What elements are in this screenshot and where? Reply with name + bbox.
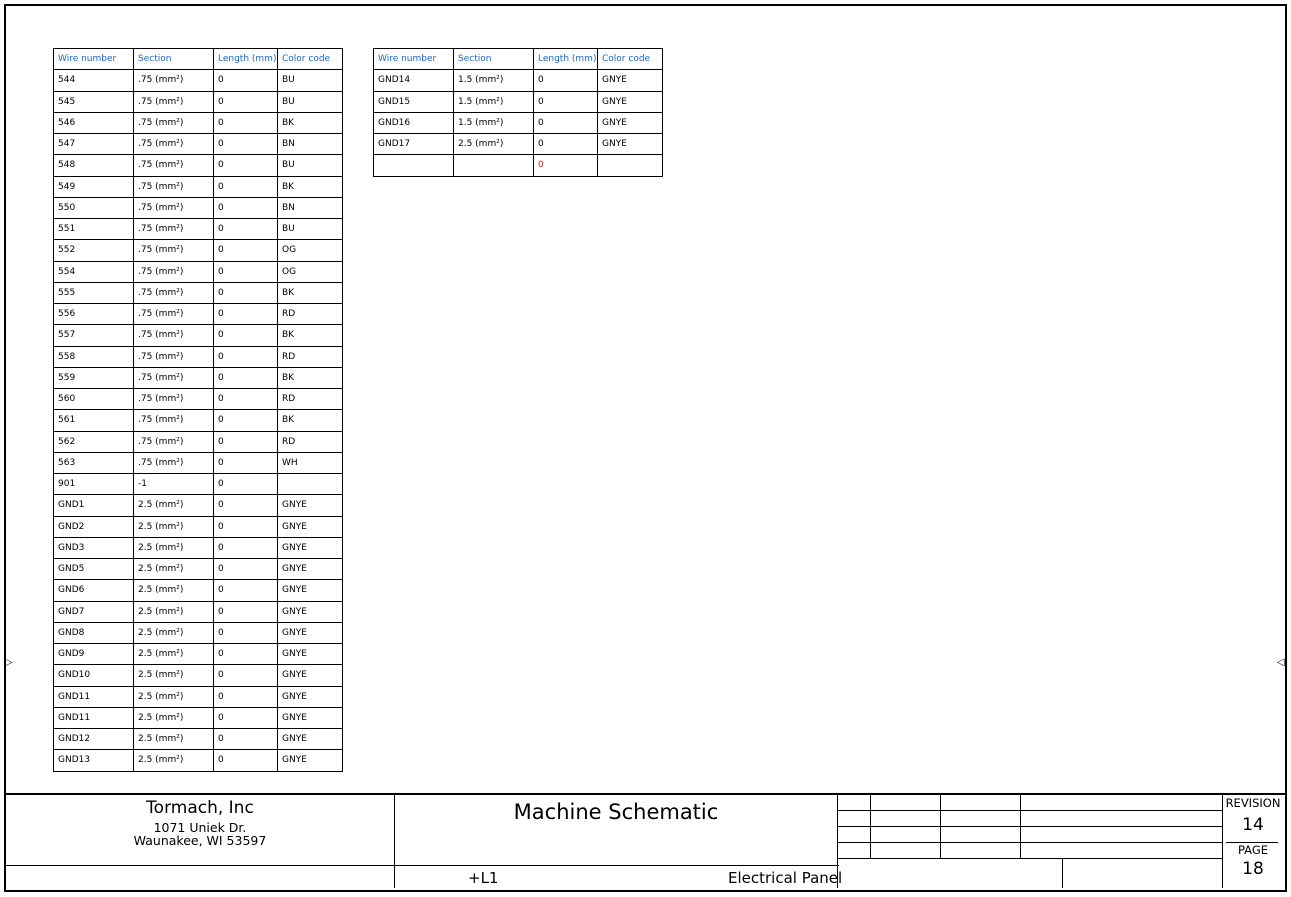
table-row: [54, 601, 343, 622]
section-cell: -1: [134, 474, 214, 495]
section-cell: 2.5 (mm²): [134, 601, 214, 622]
wire-number-cell: [374, 155, 454, 176]
table-row: [54, 622, 343, 643]
section-cell: 2.5 (mm²): [134, 516, 214, 537]
wire-number-cell: GND3: [54, 537, 134, 558]
wire-number-cell: 546: [54, 112, 134, 133]
table-row: [54, 112, 343, 133]
length-cell: 0: [214, 134, 278, 155]
page-label: PAGE: [1237, 843, 1269, 857]
color-code-cell: GNYE: [278, 601, 343, 622]
wire-number-cell: GND11: [54, 686, 134, 707]
revision-grid-row-1: [838, 810, 1222, 811]
revision-grid-col-1: [870, 795, 871, 858]
section-cell: .75 (mm²): [134, 70, 214, 91]
color-code-cell: [278, 474, 343, 495]
color-code-cell: GNYE: [278, 559, 343, 580]
table-row: [54, 559, 343, 580]
wire-number-cell: 559: [54, 367, 134, 388]
header-section: Section: [134, 49, 214, 70]
wire-number-cell: 552: [54, 240, 134, 261]
length-cell: 0: [214, 474, 278, 495]
section-cell: .75 (mm²): [134, 197, 214, 218]
color-code-cell: GNYE: [278, 537, 343, 558]
color-code-cell: BK: [278, 282, 343, 303]
color-code-cell: RD: [278, 346, 343, 367]
color-code-cell: [598, 155, 663, 176]
color-code-cell: BU: [278, 219, 343, 240]
table-row: [54, 304, 343, 325]
section-cell: 1.5 (mm²): [454, 112, 534, 133]
length-cell: 0: [214, 537, 278, 558]
color-code-cell: RD: [278, 389, 343, 410]
wire-number-cell: 551: [54, 219, 134, 240]
color-code-cell: BU: [278, 155, 343, 176]
color-code-cell: GNYE: [278, 707, 343, 728]
color-code-cell: GNYE: [278, 622, 343, 643]
revision-grid-row-3: [838, 842, 1222, 843]
section-cell: 2.5 (mm²): [134, 686, 214, 707]
section-cell: 2.5 (mm²): [134, 644, 214, 665]
section-cell: .75 (mm²): [134, 240, 214, 261]
company-name: Tormach, Inc: [146, 798, 254, 818]
table-row: [54, 70, 343, 91]
length-cell: 0: [214, 750, 278, 771]
color-code-cell: GNYE: [598, 112, 663, 133]
table-row: [54, 410, 343, 431]
table-row: [54, 219, 343, 240]
revision-grid-row-2: [838, 826, 1222, 827]
color-code-cell: GNYE: [598, 70, 663, 91]
section-cell: .75 (mm²): [134, 431, 214, 452]
wire-number-cell: 556: [54, 304, 134, 325]
table-row: [54, 261, 343, 282]
wire-number-cell: GND10: [54, 665, 134, 686]
sheet-marker-left: ▷: [5, 657, 13, 668]
length-cell: 0: [214, 686, 278, 707]
length-cell: 0: [214, 644, 278, 665]
page-number: 18: [1242, 859, 1264, 879]
revision-grid-col-2: [940, 795, 941, 858]
length-cell: 0: [534, 70, 598, 91]
wire-number-cell: GND2: [54, 516, 134, 537]
company-street: 1071 Uniek Dr.: [153, 820, 247, 835]
wire-number-cell: GND1: [54, 495, 134, 516]
title-block-divider-3: [1222, 795, 1223, 888]
section-cell: .75 (mm²): [134, 282, 214, 303]
header-color-code: Color code: [598, 49, 663, 70]
table-row: [54, 516, 343, 537]
color-code-cell: BK: [278, 112, 343, 133]
section-cell: .75 (mm²): [134, 219, 214, 240]
color-code-cell: OG: [278, 240, 343, 261]
header-length: Length (mm): [534, 49, 598, 70]
length-cell: 0: [214, 70, 278, 91]
table-row: [54, 176, 343, 197]
section-cell: .75 (mm²): [134, 410, 214, 431]
color-code-cell: RD: [278, 304, 343, 325]
table-row: [54, 325, 343, 346]
revision-value: 14: [1242, 815, 1264, 835]
length-cell: 0: [534, 134, 598, 155]
table-row: [54, 389, 343, 410]
wire-number-cell: GND8: [54, 622, 134, 643]
color-code-cell: GNYE: [278, 644, 343, 665]
table-row: [54, 134, 343, 155]
wire-number-cell: GND12: [54, 729, 134, 750]
wire-number-cell: GND16: [374, 112, 454, 133]
table-row: [54, 197, 343, 218]
wire-number-cell: GND15: [374, 91, 454, 112]
table-row: [54, 282, 343, 303]
wire-number-cell: GND6: [54, 580, 134, 601]
length-cell: 0: [214, 304, 278, 325]
length-cell: 0: [214, 431, 278, 452]
wire-table-right-body: [374, 70, 663, 176]
table-row: [54, 474, 343, 495]
wire-number-cell: 560: [54, 389, 134, 410]
wire-number-cell: GND9: [54, 644, 134, 665]
length-cell: 0: [214, 389, 278, 410]
table-header-row: [374, 49, 663, 70]
color-code-cell: BN: [278, 134, 343, 155]
section-cell: [454, 155, 534, 176]
length-cell: 0: [214, 91, 278, 112]
table-row: [54, 240, 343, 261]
length-cell: 0: [214, 112, 278, 133]
length-cell: 0: [214, 707, 278, 728]
wire-number-cell: GND11: [54, 707, 134, 728]
length-cell: 0: [214, 516, 278, 537]
length-cell: 0: [534, 91, 598, 112]
table-row: [54, 452, 343, 473]
table-row: [54, 665, 343, 686]
color-code-cell: GNYE: [278, 665, 343, 686]
table-row: [54, 91, 343, 112]
section-cell: .75 (mm²): [134, 112, 214, 133]
revision-grid-row-4: [838, 858, 1222, 859]
section-cell: 2.5 (mm²): [134, 707, 214, 728]
section-cell: .75 (mm²): [134, 91, 214, 112]
section-cell: .75 (mm²): [134, 389, 214, 410]
wire-table-left-body: [54, 70, 343, 771]
color-code-cell: GNYE: [278, 686, 343, 707]
table-row: [374, 112, 663, 133]
table-row: [54, 729, 343, 750]
sheet-marker-right: ◁: [1277, 657, 1285, 668]
section-cell: .75 (mm²): [134, 155, 214, 176]
length-cell: 0: [214, 601, 278, 622]
color-code-cell: WH: [278, 452, 343, 473]
color-code-cell: GNYE: [278, 516, 343, 537]
section-cell: 1.5 (mm²): [454, 91, 534, 112]
wire-number-cell: 561: [54, 410, 134, 431]
table-row: [374, 91, 663, 112]
wire-number-cell: 563: [54, 452, 134, 473]
section-cell: .75 (mm²): [134, 304, 214, 325]
wire-number-cell: 901: [54, 474, 134, 495]
length-cell: 0: [214, 240, 278, 261]
section-cell: .75 (mm²): [134, 452, 214, 473]
wire-number-cell: GND17: [374, 134, 454, 155]
function-designation: Electrical Panel: [728, 869, 843, 887]
length-cell: 0: [214, 580, 278, 601]
table-row: [54, 367, 343, 388]
header-color-code: Color code: [278, 49, 343, 70]
color-code-cell: GNYE: [278, 580, 343, 601]
location-designation: +L1: [468, 869, 499, 887]
section-cell: .75 (mm²): [134, 325, 214, 346]
length-cell: 0: [214, 346, 278, 367]
company-city: Waunakee, WI 53597: [133, 833, 267, 848]
length-cell: 0: [214, 495, 278, 516]
section-cell: 1.5 (mm²): [454, 70, 534, 91]
color-code-cell: BN: [278, 197, 343, 218]
wire-table-left: [53, 48, 343, 772]
wire-number-cell: 548: [54, 155, 134, 176]
color-code-cell: BK: [278, 176, 343, 197]
length-cell: 0: [214, 176, 278, 197]
table-row: [374, 134, 663, 155]
length-cell: 0: [214, 261, 278, 282]
table-header-row: [54, 49, 343, 70]
wire-number-cell: 555: [54, 282, 134, 303]
wire-number-cell: 549: [54, 176, 134, 197]
wire-number-cell: 550: [54, 197, 134, 218]
table-row: [54, 495, 343, 516]
length-cell: 0: [214, 219, 278, 240]
length-cell: 0: [214, 452, 278, 473]
length-cell: 0: [214, 665, 278, 686]
section-cell: 2.5 (mm²): [134, 580, 214, 601]
table-row: [54, 580, 343, 601]
wire-number-cell: 558: [54, 346, 134, 367]
color-code-cell: GNYE: [598, 91, 663, 112]
length-cell: 0: [214, 559, 278, 580]
section-cell: .75 (mm²): [134, 367, 214, 388]
table-row: [54, 155, 343, 176]
table-row: [54, 644, 343, 665]
section-cell: 2.5 (mm²): [134, 622, 214, 643]
section-cell: 2.5 (mm²): [134, 559, 214, 580]
section-cell: .75 (mm²): [134, 346, 214, 367]
title-block-bottom-row-line: [6, 865, 839, 866]
length-cell: 0: [214, 282, 278, 303]
section-cell: 2.5 (mm²): [134, 750, 214, 771]
revision-label: REVISION: [1225, 796, 1281, 810]
section-cell: 2.5 (mm²): [454, 134, 534, 155]
wire-number-cell: 544: [54, 70, 134, 91]
table-row: [54, 346, 343, 367]
length-cell: 0: [214, 325, 278, 346]
header-length: Length (mm): [214, 49, 278, 70]
wire-number-cell: 547: [54, 134, 134, 155]
length-cell: 0: [214, 367, 278, 388]
color-code-cell: OG: [278, 261, 343, 282]
revision-grid-col-3: [1020, 795, 1021, 858]
color-code-cell: RD: [278, 431, 343, 452]
wire-number-cell: 554: [54, 261, 134, 282]
table-row: [374, 70, 663, 91]
wire-number-cell: 562: [54, 431, 134, 452]
section-cell: .75 (mm²): [134, 134, 214, 155]
section-cell: 2.5 (mm²): [134, 665, 214, 686]
wire-number-cell: 545: [54, 91, 134, 112]
color-code-cell: GNYE: [598, 134, 663, 155]
color-code-cell: BK: [278, 367, 343, 388]
wire-number-cell: GND14: [374, 70, 454, 91]
color-code-cell: BU: [278, 70, 343, 91]
wire-table-right: [373, 48, 663, 177]
length-cell: 0: [214, 155, 278, 176]
table-row: [54, 750, 343, 771]
length-cell: 0: [214, 729, 278, 750]
wire-number-cell: GND7: [54, 601, 134, 622]
length-cell: 0: [534, 155, 598, 176]
section-cell: 2.5 (mm²): [134, 537, 214, 558]
wire-number-cell: GND13: [54, 750, 134, 771]
title-block-top-line: [6, 793, 1285, 795]
wire-number-cell: 557: [54, 325, 134, 346]
length-cell: 0: [214, 410, 278, 431]
length-cell: 0: [534, 112, 598, 133]
table-row: [54, 431, 343, 452]
section-cell: 2.5 (mm²): [134, 729, 214, 750]
length-cell: 0: [214, 197, 278, 218]
color-code-cell: GNYE: [278, 750, 343, 771]
header-wire-number: Wire number: [54, 49, 134, 70]
color-code-cell: BK: [278, 410, 343, 431]
section-cell: 2.5 (mm²): [134, 495, 214, 516]
color-code-cell: GNYE: [278, 729, 343, 750]
table-row: [54, 707, 343, 728]
color-code-cell: BU: [278, 91, 343, 112]
table-row: [54, 537, 343, 558]
section-cell: .75 (mm²): [134, 261, 214, 282]
title-block-divider-1: [394, 795, 395, 888]
wire-number-cell: GND5: [54, 559, 134, 580]
header-section: Section: [454, 49, 534, 70]
header-wire-number: Wire number: [374, 49, 454, 70]
color-code-cell: BK: [278, 325, 343, 346]
drawing-title: Machine Schematic: [513, 800, 719, 824]
section-cell: .75 (mm²): [134, 176, 214, 197]
color-code-cell: GNYE: [278, 495, 343, 516]
table-row: [374, 155, 663, 176]
length-cell: 0: [214, 622, 278, 643]
table-row: [54, 686, 343, 707]
bottom-cell-divider: [1062, 858, 1063, 888]
